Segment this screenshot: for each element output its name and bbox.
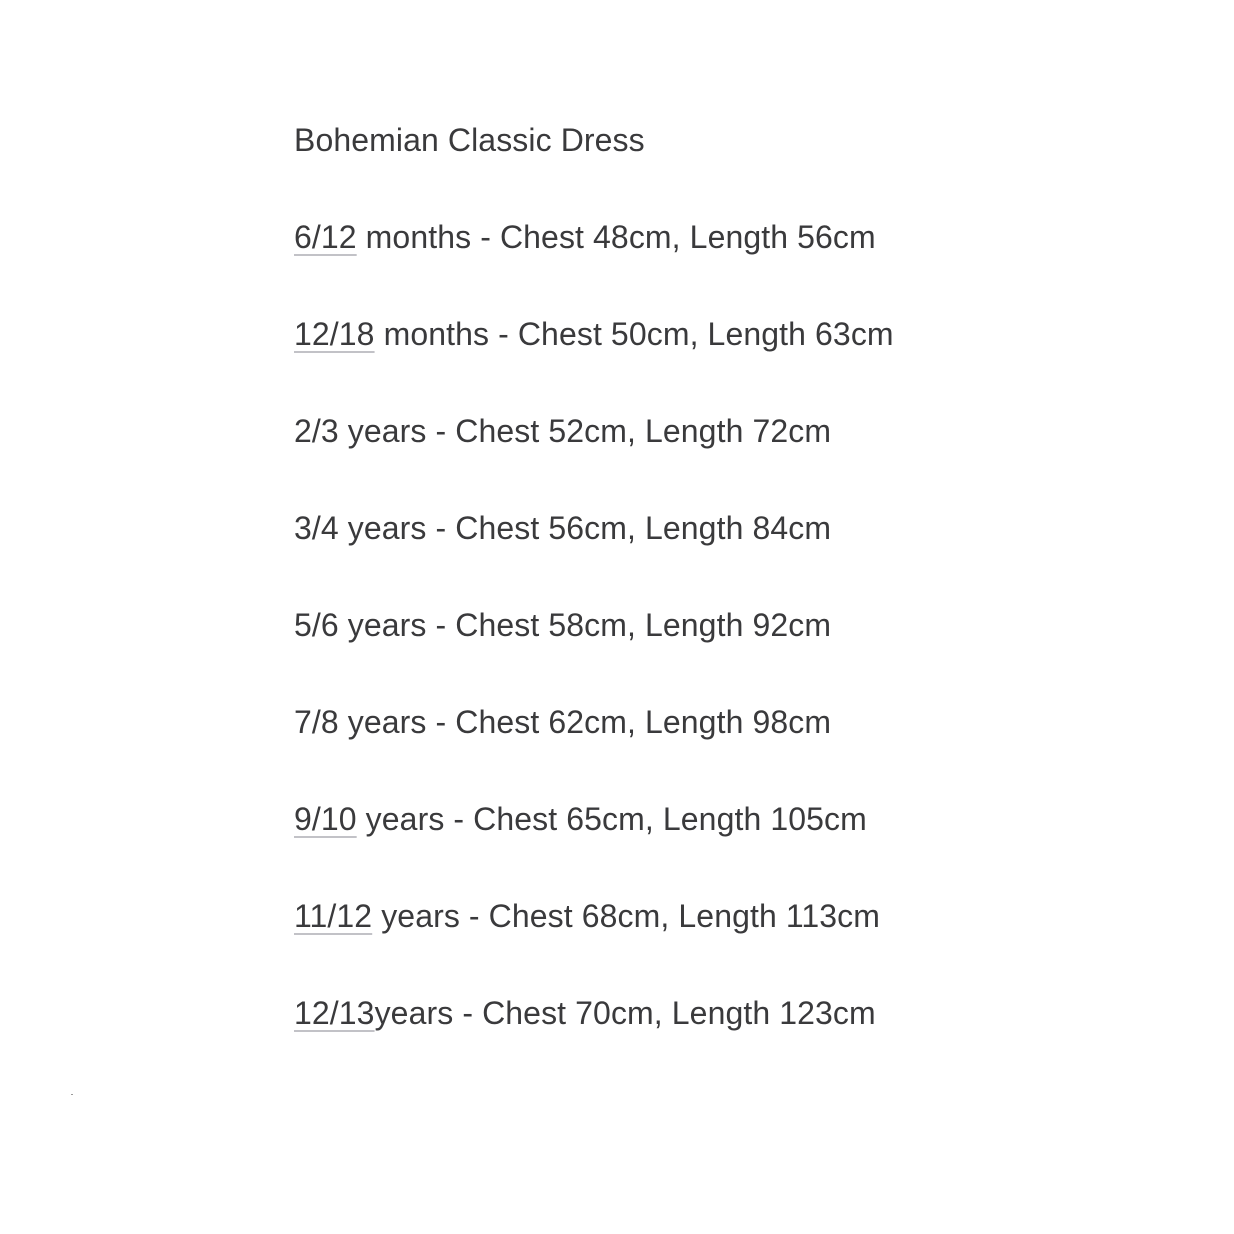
size-range-link[interactable]: 12/18 [294,316,375,352]
size-range: 7/8 [294,704,339,740]
size-row [294,797,1194,841]
size-range: 5/6 [294,607,339,643]
note-title: Bohemian Classic Dress [294,122,645,158]
size-measurements: years - Chest 56cm, Length 84cm [338,510,832,546]
size-measurements: years - Chest 62cm, Length 98cm [338,704,832,740]
note-body[interactable] [294,118,1194,1088]
size-range: 2/3 [294,413,339,449]
stray-dot [71,1094,73,1095]
size-measurements: years - Chest 68cm, Length 113cm [372,898,881,934]
size-measurements: years - Chest 52cm, Length 72cm [338,413,832,449]
size-range-link[interactable]: 12/13 [294,995,375,1031]
size-row [294,894,1194,938]
size-row [294,700,1194,744]
size-row [294,506,1194,550]
size-range-link[interactable]: 9/10 [294,801,357,837]
size-row [294,991,1194,1035]
size-measurements: years - Chest 70cm, Length 123cm [374,995,876,1031]
size-row [294,312,1194,356]
size-measurements: years - Chest 58cm, Length 92cm [338,607,832,643]
size-row [294,603,1194,647]
size-range: 3/4 [294,510,339,546]
size-measurements: years - Chest 65cm, Length 105cm [356,801,867,837]
size-row [294,409,1194,453]
size-measurements: months - Chest 48cm, Length 56cm [356,219,876,255]
size-range-link[interactable]: 6/12 [294,219,357,255]
size-measurements: months - Chest 50cm, Length 63cm [374,316,894,352]
size-row [294,215,1194,259]
size-range-link[interactable]: 11/12 [294,898,373,934]
